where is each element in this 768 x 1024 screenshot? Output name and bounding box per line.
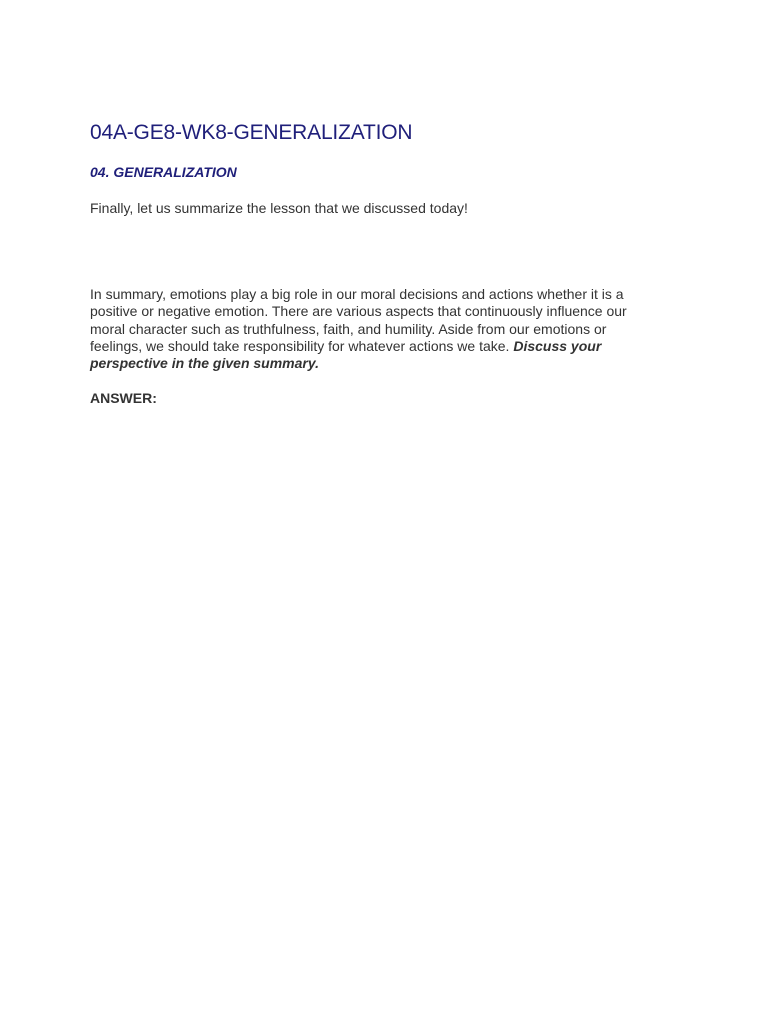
document-title: 04A-GE8-WK8-GENERALIZATION <box>90 121 413 144</box>
answer-label: ANSWER: <box>90 390 157 407</box>
summary-text: In summary, emotions play a big role in our moral decisions and actions whether it is a positive or negative emotion. There are various aspects that continuously influence our moral character such as truthfulness, faith, and humility. Aside from our emotions or feelings, we should take responsibility for whatever actions we take. <box>90 286 627 354</box>
summary-emphasis: Discuss your perspective in the given summary <box>90 337 602 372</box>
section-heading: 04. GENERALIZATION <box>90 164 237 180</box>
summary-paragraph <box>90 286 650 372</box>
summary-emphasis-end: . <box>315 355 320 372</box>
intro-paragraph: Finally, let us summarize the lesson that we discussed today! <box>90 200 468 216</box>
